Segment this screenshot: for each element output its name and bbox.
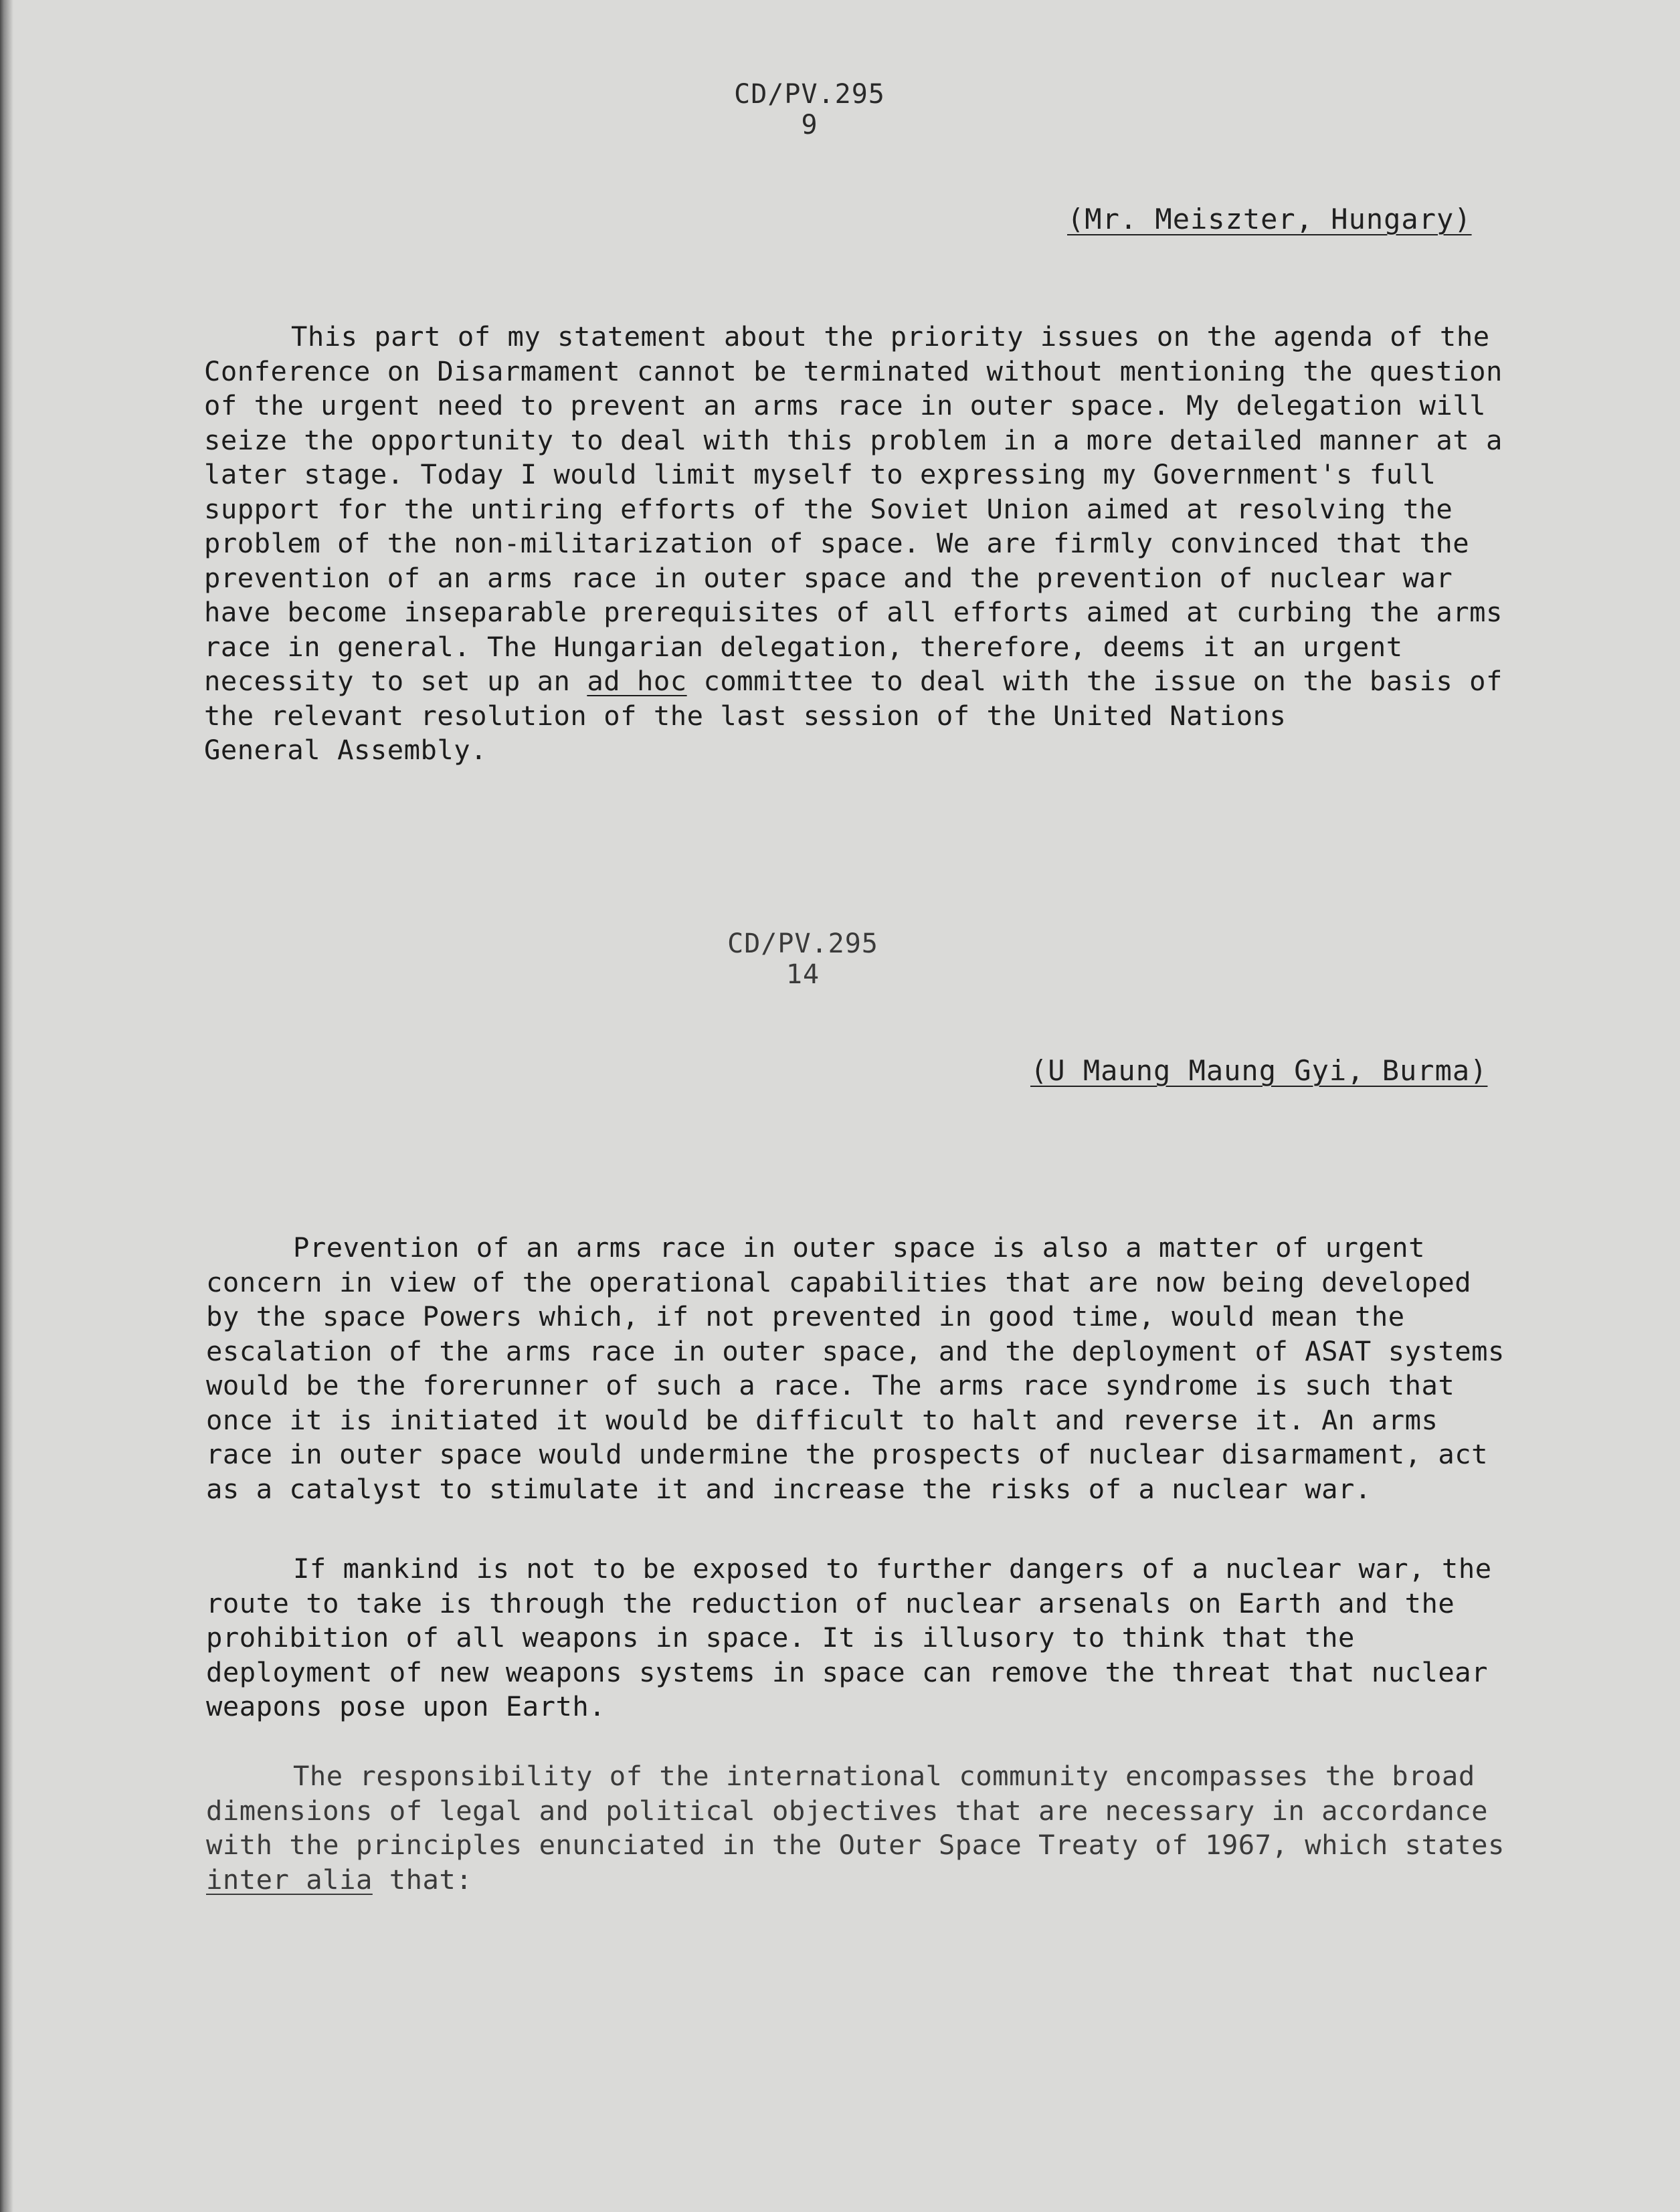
text-line: This part of my statement about the priority issues on the agenda of the (291, 320, 1490, 353)
paragraph-hungary (204, 320, 1576, 768)
text-line: Conference on Disarmament cannot be terminated without mentioning the question (204, 355, 1503, 387)
text-line: dimensions of legal and political objectives that are necessary in accordance (206, 1794, 1488, 1827)
text-line: by the space Powers which, if not prevented in good time, would mean the (206, 1300, 1405, 1332)
paragraph-burma-3 (206, 1759, 1578, 1897)
text-line: once it is initiated it would be difficult to halt and reverse it. An arms (206, 1403, 1438, 1436)
text-line: race in general. The Hungarian delegation, therefore, deems it an urgent (204, 630, 1403, 663)
text-line: prevention of an arms race in outer space and the prevention of nuclear war (204, 561, 1453, 594)
page-number: 14 (785, 959, 820, 990)
text-line: of the urgent need to prevent an arms race in outer space. My delegation will (204, 389, 1486, 421)
text-line: concern in view of the operational capabilities that are now being developed (206, 1266, 1472, 1298)
emphasized-term: ad hoc (587, 665, 687, 697)
doc-reference: CD/PV.295 (727, 928, 878, 959)
text-line: as a catalyst to stimulate it and increase the risks of a nuclear war. (206, 1472, 1372, 1505)
text-line: Prevention of an arms race in outer space is also a matter of urgent (293, 1231, 1426, 1264)
text-line: If mankind is not to be exposed to further dangers of a nuclear war, the (293, 1552, 1492, 1585)
text-line: escalation of the arms race in outer space, and the deployment of ASAT systems (206, 1334, 1505, 1367)
text-line: would be the forerunner of such a race. The arms race syndrome is such that (206, 1369, 1455, 1401)
text-line (204, 664, 1576, 699)
text-line: prohibition of all weapons in space. It is illusory to think that the (206, 1621, 1355, 1653)
speaker-attribution (1067, 203, 1472, 235)
doc-reference: CD/PV.295 (734, 79, 885, 110)
speaker-attribution (1030, 1054, 1487, 1087)
emphasized-term: inter alia (206, 1863, 373, 1896)
page-number: 9 (801, 110, 818, 140)
text-line: the relevant resolution of the last session of the United Nations (204, 699, 1287, 732)
paragraph-burma-1 (206, 1231, 1578, 1506)
text-line: weapons pose upon Earth. (206, 1690, 606, 1722)
text-line: deployment of new weapons systems in space can remove the threat that nuclear (206, 1655, 1488, 1688)
paragraph-burma-2 (206, 1552, 1578, 1724)
header-burma (696, 928, 910, 990)
text-line: route to take is through the reduction of nuclear arsenals on Earth and the (206, 1587, 1455, 1619)
text-line: seize the opportunity to deal with this problem in a more detailed manner at a (204, 423, 1503, 456)
text-line: General Assembly. (204, 734, 488, 766)
text-line: problem of the non-militarization of space. We are firmly convinced that the (204, 527, 1470, 559)
text-segment: necessity to set up an (204, 665, 571, 697)
speaker-name: (Mr. Meiszter, Hungary) (1067, 203, 1472, 235)
text-line: race in outer space would undermine the prospects of nuclear disarmament, act (206, 1438, 1488, 1470)
text-line: have become inseparable prerequisites of all efforts aimed at curbing the arms (204, 596, 1503, 628)
page-binding-edge (0, 0, 13, 2212)
text-segment: that: (389, 1863, 473, 1896)
text-line (206, 1863, 1578, 1898)
text-line: with the principles enunciated in the Outer Space Treaty of 1967, which states (206, 1829, 1505, 1861)
text-line: The responsibility of the international community encompasses the broad (293, 1760, 1475, 1792)
text-line: later stage. Today I would limit myself to expressing my Government's full (204, 458, 1436, 490)
text-segment: committee to deal with the issue on the basis of (703, 665, 1503, 697)
text-line: support for the untiring efforts of the Soviet Union aimed at resolving the (204, 492, 1453, 525)
speaker-name: (U Maung Maung Gyi, Burma) (1030, 1054, 1488, 1087)
header-hungary (703, 79, 917, 140)
